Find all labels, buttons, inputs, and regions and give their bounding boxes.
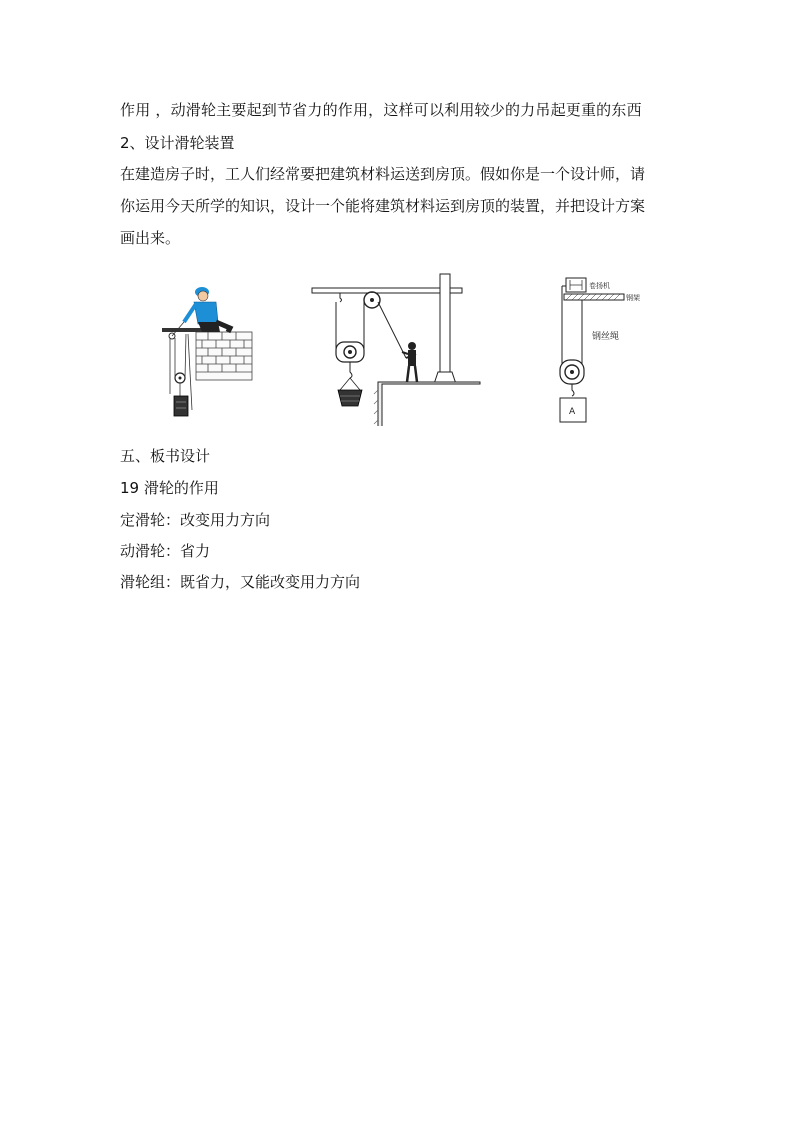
figure-pulley-man-pulling bbox=[310, 272, 482, 430]
paragraph-line: 你运用今天所学的知识，设计一个能将建筑材料运到房顶的装置，并把设计方案 bbox=[120, 197, 646, 215]
movable-pulley bbox=[560, 360, 584, 384]
figure-worker-roof-pulley bbox=[158, 282, 258, 422]
paragraph-line: 画出来。 bbox=[120, 229, 181, 247]
roof-beam bbox=[162, 328, 202, 332]
frame-label: 钢架 bbox=[626, 294, 640, 302]
section-heading: 2、设计滑轮装置 bbox=[120, 134, 235, 152]
rope-label: 钢丝绳 bbox=[592, 332, 620, 342]
summary-pulley-block: 滑轮组：既省力，又能改变用力方向 bbox=[120, 573, 361, 591]
ledge bbox=[378, 382, 480, 426]
figure-winch-pulley bbox=[552, 276, 642, 426]
summary-movable-pulley: 动滑轮：省力 bbox=[120, 542, 211, 560]
block-label: A bbox=[569, 407, 576, 417]
paragraph-line: 在建造房子时，工人们经常要把建筑材料运送到房顶。假如你是一个设计师，请 bbox=[120, 165, 646, 183]
lesson-title: 19 滑轮的作用 bbox=[120, 479, 219, 497]
winch-label: 卷扬机 bbox=[589, 282, 610, 290]
summary-fixed-pulley: 定滑轮：改变用力方向 bbox=[120, 511, 271, 529]
man-pulling bbox=[402, 342, 417, 382]
load-bucket bbox=[174, 396, 188, 416]
post bbox=[440, 274, 450, 374]
paragraph-line: 作用 ，动滑轮主要起到节省力的作用，这样可以利用较少的力吊起更重的东西 bbox=[120, 101, 642, 119]
brick-wall bbox=[196, 332, 252, 380]
load-basket bbox=[338, 378, 362, 406]
movable-pulley bbox=[336, 342, 364, 362]
worker bbox=[184, 287, 230, 332]
section-title: 五、板书设计 bbox=[120, 447, 211, 465]
